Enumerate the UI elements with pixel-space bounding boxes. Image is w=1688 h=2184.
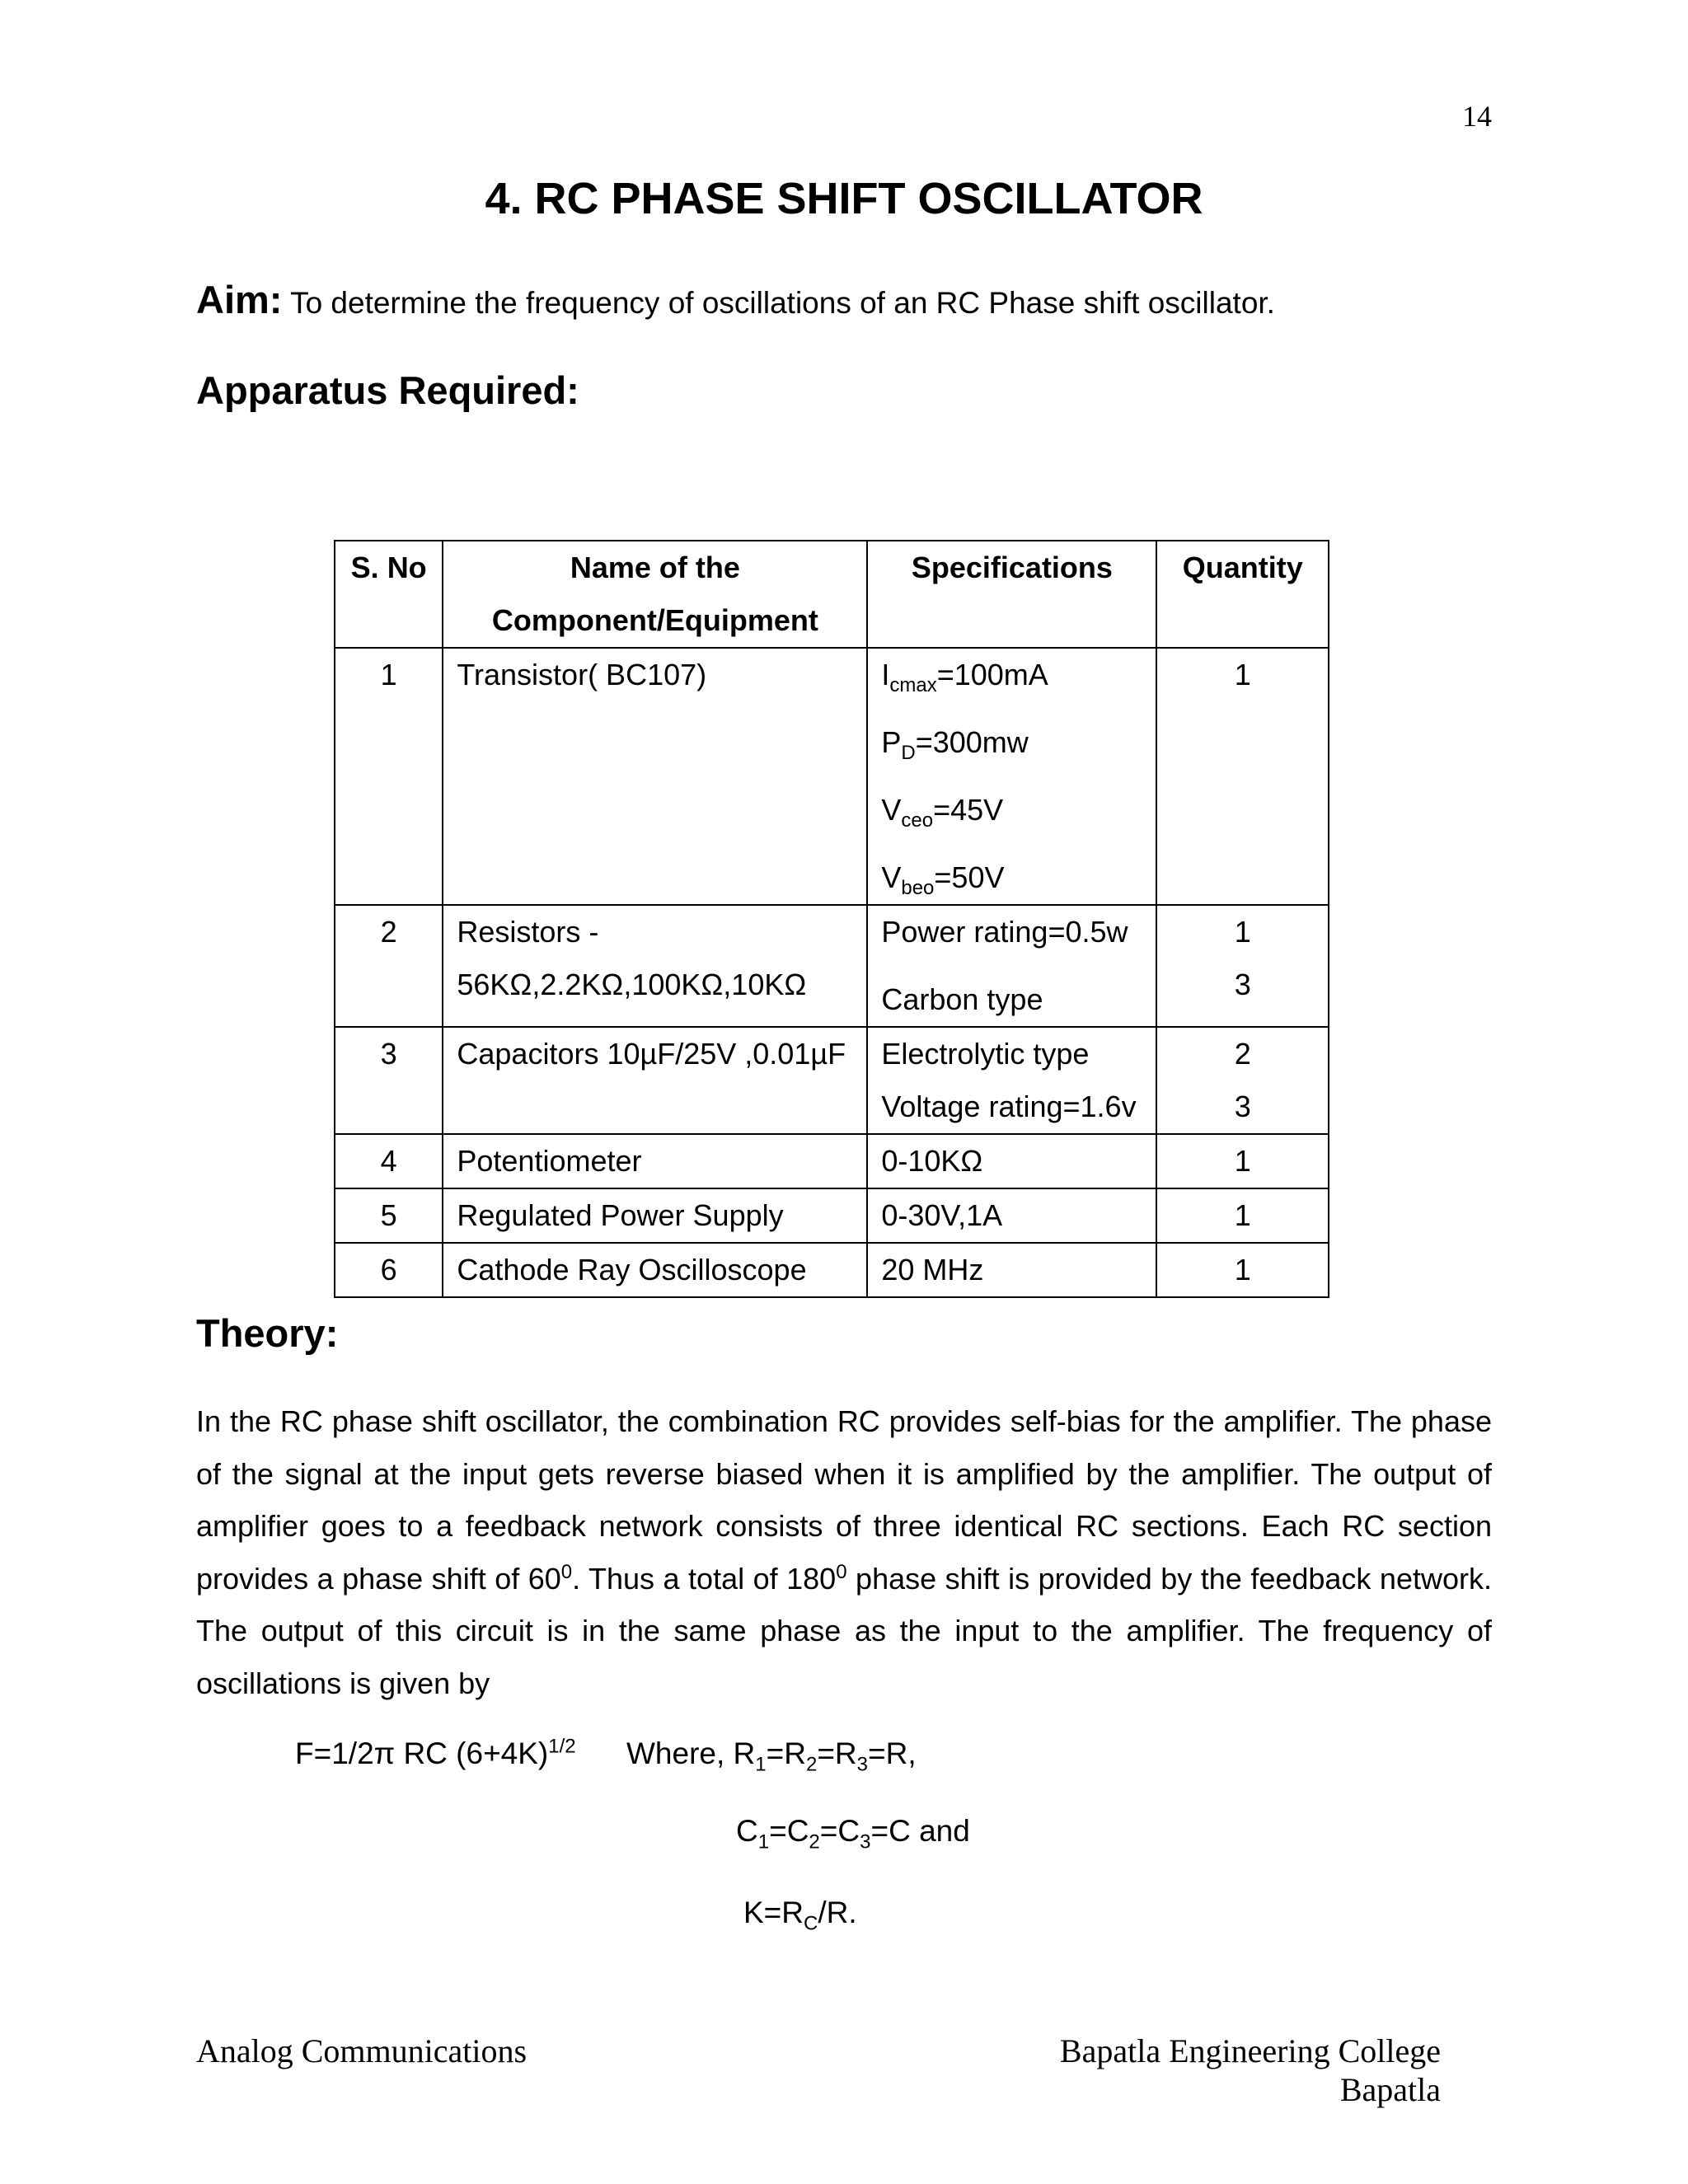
- cell-qty: 1: [1156, 648, 1329, 905]
- formula-where-c: $C_1=C_2=C_3=C$ and: [736, 1814, 970, 1854]
- cell-name: Potentiometer: [443, 1134, 867, 1188]
- cell-name: Cathode Ray Oscilloscope: [443, 1243, 867, 1297]
- footer-course: Analog Communications: [196, 2032, 528, 2069]
- spec-pd: $P_D=300mw$: [881, 725, 1029, 765]
- cell-sno: 2: [335, 905, 443, 1027]
- cell-sno: 6: [335, 1243, 443, 1297]
- table-row: [335, 648, 1329, 905]
- table-row: [335, 1134, 1329, 1188]
- header-sno: S. No: [335, 541, 443, 648]
- table-row: [335, 1188, 1329, 1243]
- cell-specs: [867, 1027, 1156, 1134]
- cell-specs: [867, 905, 1156, 1027]
- cell-name: [443, 905, 867, 1027]
- cell-specs: 0-30V,1A: [867, 1188, 1156, 1243]
- table-header-row: [335, 541, 1329, 648]
- spec-vbeo: $V_{beo}=50V$: [881, 860, 1005, 900]
- cell-name-line2: 56KΩ,2.2KΩ,100KΩ,10KΩ: [457, 968, 807, 1001]
- page-number: 14: [1462, 100, 1492, 133]
- cell-sno: 5: [335, 1188, 443, 1243]
- cell-sno: 1: [335, 648, 443, 905]
- cell-name: Regulated Power Supply: [443, 1188, 867, 1243]
- cell-sno: 3: [335, 1027, 443, 1134]
- cell-qty: [1156, 905, 1329, 1027]
- cell-specs: [867, 648, 1156, 905]
- spec-power-rating: Power rating=0.5w: [881, 915, 1128, 949]
- formula-where-k: $K=R_C/R$.: [743, 1896, 857, 1935]
- qty-line2: 3: [1234, 1090, 1251, 1123]
- table-row: [335, 1243, 1329, 1297]
- cell-qty: 1: [1156, 1188, 1329, 1243]
- cell-qty: [1156, 1027, 1329, 1134]
- frequency-formula: F=1/2π RC $(6+4K)^{1/2}$: [295, 1735, 576, 1770]
- aim-section: [196, 277, 1275, 322]
- header-name-line2: Component/Equipment: [491, 603, 818, 637]
- cell-sno: 4: [335, 1134, 443, 1188]
- apparatus-heading: Apparatus Required:: [196, 368, 579, 412]
- aim-label: Aim:: [196, 278, 283, 321]
- qty-line1: 2: [1234, 1037, 1251, 1071]
- footer-college: Bapatla Engineering College Bapatla: [1059, 2032, 1441, 2108]
- header-name: [443, 541, 867, 648]
- table-row: [335, 1027, 1329, 1134]
- cell-name: Capacitors 10µF/25V ,0.01µF: [443, 1027, 867, 1134]
- header-qty: Quantity: [1156, 541, 1329, 648]
- qty-line2: 3: [1234, 968, 1251, 1001]
- table-row: [335, 905, 1329, 1027]
- formula-where-r: Where, $R_1=R_2=R_3=R$,: [626, 1736, 917, 1776]
- spec-icmax: $I_{cmax}=100mA$: [881, 658, 1048, 697]
- cell-name-line1: Resistors -: [457, 915, 599, 949]
- qty-line1: 1: [1234, 915, 1251, 949]
- header-specs: Specifications: [867, 541, 1156, 648]
- cell-name: Transistor( BC107): [443, 648, 867, 905]
- spec-carbon-type: Carbon type: [881, 982, 1043, 1016]
- header-name-line1: Name of the: [570, 551, 740, 584]
- theory-heading: Theory:: [196, 1311, 339, 1355]
- cell-specs: 20 MHz: [867, 1243, 1156, 1297]
- cell-specs: 0-10KΩ: [867, 1134, 1156, 1188]
- spec-electrolytic: Electrolytic type: [881, 1037, 1090, 1071]
- cell-qty: 1: [1156, 1243, 1329, 1297]
- cell-qty: 1: [1156, 1134, 1329, 1188]
- apparatus-table: [334, 540, 1329, 1298]
- page-title: 4. RC PHASE SHIFT OSCILLATOR: [485, 174, 1203, 223]
- spec-voltage-rating: Voltage rating=1.6v: [881, 1090, 1137, 1123]
- theory-paragraph: In the RC phase shift oscillator, the combination RC provides self-bias for the amplifier. The phase of the signal at the input gets reverse biased when it is amplified by the amplifier. The output of amplifier goes to a feedback network consists of three identical RC sections. Each RC section provides a phase shift of $60^0$. Thus a total of $180^0$ phase shift is provided by the feedback network. The output of this circuit is in the same phase as the input to the amplifier. The frequency of oscillations is given by: [196, 1404, 1492, 1700]
- aim-text: To determine the frequency of oscillations of an RC Phase shift oscillator.: [282, 286, 1275, 320]
- spec-vceo: $V_{ceo}=45V$: [881, 793, 1004, 832]
